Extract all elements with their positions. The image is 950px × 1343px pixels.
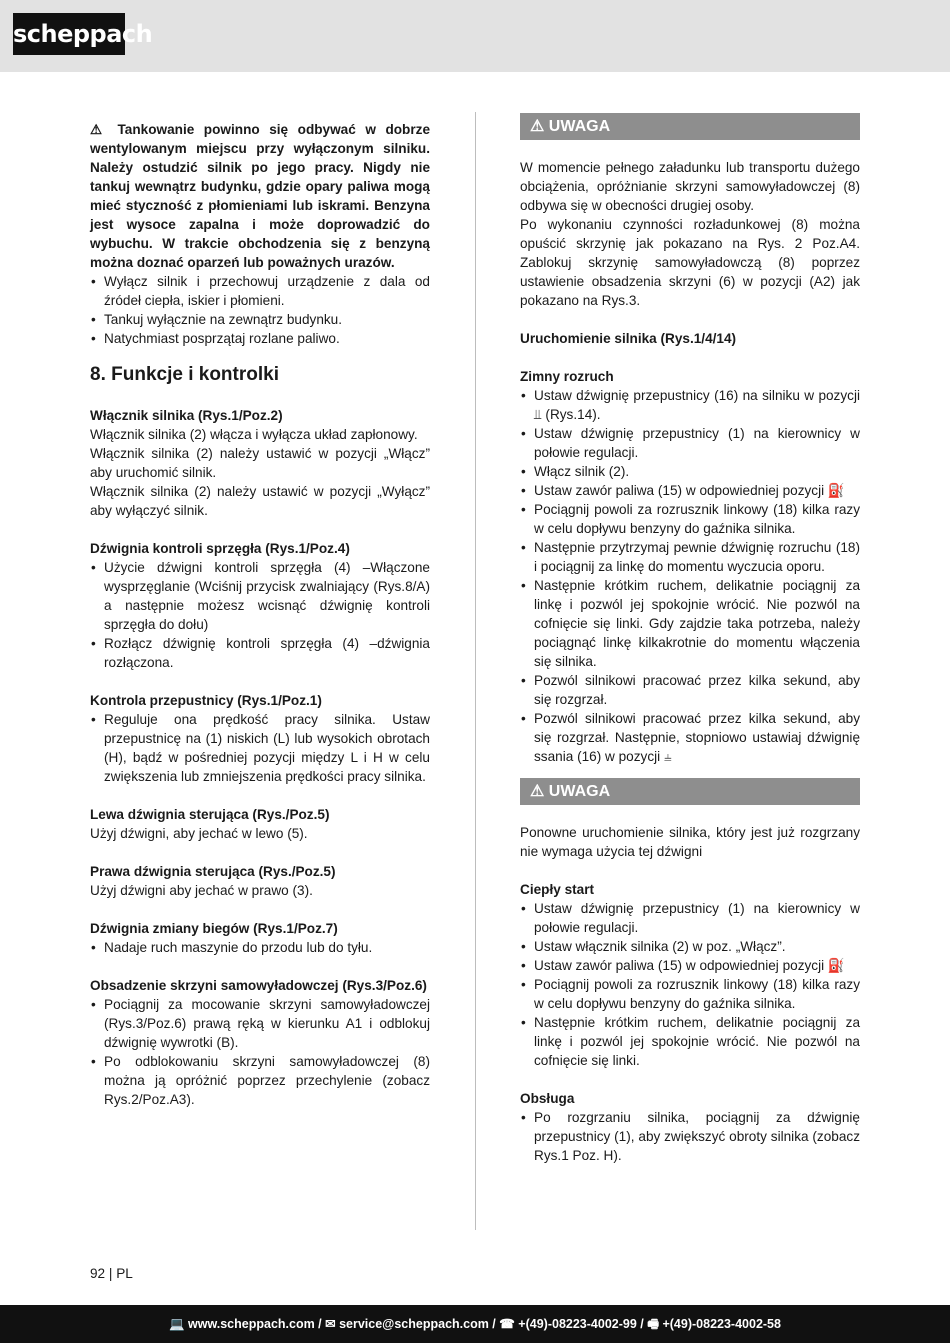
column-divider <box>475 112 476 1230</box>
list-item: • Następnie krótkim ruchem, delikatnie pociągnij za linkę i pozwól jej spokojnie wrócić. Nie pozwól na cofnięcie się linki. Gdy zajdzie taka potrzeba, należy pociągnąć linkę kilkakrotnie do momentu włączenia się silnika. <box>520 576 860 671</box>
scheppach-logo: scheppach <box>13 13 125 55</box>
cold-start-heading: Zimny rozruch <box>520 369 614 384</box>
right-lever-heading: Prawa dźwignia sterująca (Rys./Poz.5) <box>90 864 336 879</box>
fuel-warning-list <box>90 272 430 348</box>
list-item: • Ustaw zawór paliwa (15) w odpowiedniej pozycji ⛽ <box>520 481 860 500</box>
list-item: • Nadaje ruch maszynie do przodu lub do tyłu. <box>90 938 430 957</box>
uwaga-bar: ⚠ UWAGA <box>520 113 860 140</box>
list-item: • Pozwól silnikowi pracować przez kilka sekund, aby się rozgrzał. Następnie, stopniowo ustawiaj dźwignię ssania (16) w pozycji ⫨ <box>520 709 860 766</box>
start-heading: Uruchomienie silnika (Rys.1/4/14) <box>520 331 737 346</box>
section-title: 8. Funkcje i kontrolki <box>90 364 279 385</box>
list-item: • Ustaw dźwignię przepustnicy (1) na kierownicy w połowie regulacji. <box>520 899 860 937</box>
list-item: • Po rozgrzaniu silnika, pociągnij za dźwignię przepustnicy (1), aby zwiększyć obroty silnika (zobacz Rys.1 Poz. H). <box>520 1108 860 1165</box>
left-column <box>90 120 430 1109</box>
dump-heading: Obsadzenie skrzyni samowyładowczej (Rys.3/Poz.6) <box>90 978 427 993</box>
warm-start-list <box>520 899 860 1070</box>
dump-list <box>90 995 430 1109</box>
clutch-heading: Dźwignia kontroli sprzęgła (Rys.1/Poz.4) <box>90 541 350 556</box>
switch-heading: Włącznik silnika (Rys.1/Poz.2) <box>90 408 283 423</box>
list-item: • Rozłącz dźwignię kontroli sprzęgła (4) –dźwignia rozłączona. <box>90 634 430 672</box>
throttle-heading: Kontrola przepustnicy (Rys.1/Poz.1) <box>90 693 322 708</box>
list-item: • Ustaw dźwignię przepustnicy (16) na silniku w pozycji ⫫ (Rys.14). <box>520 386 860 424</box>
page-number: 92 | PL <box>90 1266 133 1281</box>
fuel-warning: ⚠ Tankowanie powinno się odbywać w dobrze wentylowanym miejscu przy wyłączonym silniku. Należy ostudzić silnik po jego pracy. Nigdy nie tankuj wewnątrz budynku, gdzie opary paliwa mogą mieć styczność z płomieniami lub iskrami. Benzyna jest wysoce zapalna i może doprowadzić do wybuchu. W trakcie obchodzenia się z benzyną można doznać oparzeń lub poważnych urazów. <box>90 122 430 270</box>
list-item: • Wyłącz silnik i przechowuj urządzenie z dala od źródeł ciepła, iskier i płomieni. <box>90 272 430 310</box>
left-lever-heading: Lewa dźwignia sterująca (Rys./Poz.5) <box>90 807 330 822</box>
switch-text-1: Włącznik silnika (2) włącza i wyłącza układ zapłonowy. <box>90 427 418 442</box>
list-item: • Po odblokowaniu skrzyni samowyładowczej (8) można ją opróżnić poprzez przechylenie (zobacz Rys.2/Poz.A3). <box>90 1052 430 1109</box>
list-item: • Ustaw włącznik silnika (2) w poz. „Włącz”. <box>520 937 860 956</box>
uwaga-text-3: Ponowne uruchomienie silnika, który jest już rozgrzany nie wymaga użycia tej dźwigni <box>520 825 860 859</box>
operation-heading: Obsługa <box>520 1091 575 1106</box>
warning-triangle-icon: ⚠ <box>90 122 118 137</box>
warm-start-heading: Ciepły start <box>520 882 595 897</box>
uwaga-text-1: W momencie pełnego załadunku lub transportu dużego obciążenia, opróżnianie skrzyni samowyładowczej (8) odbywa się w obecności drugiej osoby. <box>520 160 860 213</box>
switch-text-3: Włącznik silnika (2) należy ustawić w pozycji „Wyłącz” aby wyłączyć silnik. <box>90 484 430 518</box>
left-lever-text: Użyj dźwigni, aby jechać w lewo (5). <box>90 826 308 841</box>
uwaga-bar: ⚠ UWAGA <box>520 778 860 805</box>
list-item: • Pociągnij powoli za rozrusznik linkowy (18) kilka razy w celu dopływu benzyny do gaźnika silnika. <box>520 975 860 1013</box>
list-item: • Następnie przytrzymaj pewnie dźwignię rozruchu (18) i pociągnij za linkę do momentu wyczucia oporu. <box>520 538 860 576</box>
gear-heading: Dźwignia zmiany biegów (Rys.1/Poz.7) <box>90 921 338 936</box>
gear-list <box>90 938 430 957</box>
list-item: • Użycie dźwigni kontroli sprzęgła (4) –Włączone wysprzęglanie (Wciśnij przycisk zwalniający (Rys.8/A) a następnie możesz wcisnąć dźwignię kontroli sprzęgła do dołu) <box>90 558 430 634</box>
clutch-list <box>90 558 430 672</box>
list-item: • Tankuj wyłącznie na zewnątrz budynku. <box>90 310 430 329</box>
list-item: • Ustaw dźwignię przepustnicy (1) na kierownicy w połowie regulacji. <box>520 424 860 462</box>
operation-list <box>520 1108 860 1165</box>
right-column <box>520 113 860 1165</box>
list-item: • Pociągnij za mocowanie skrzyni samowyładowczej (Rys.3/Poz.6) prawą ręką w kierunku A1 i odblokuj dźwignię wywrotki (B). <box>90 995 430 1052</box>
warning-triangle-icon: ⚠ <box>530 783 549 800</box>
list-item: • Ustaw zawór paliwa (15) w odpowiedniej pozycji ⛽ <box>520 956 860 975</box>
warning-triangle-icon: ⚠ <box>530 118 549 135</box>
list-item: • Włącz silnik (2). <box>520 462 860 481</box>
list-item: • Następnie krótkim ruchem, delikatnie pociągnij za linkę i pozwól jej spokojnie wrócić. Nie pozwól na cofnięcie się linki. <box>520 1013 860 1070</box>
header-band <box>0 0 950 72</box>
cold-start-list <box>520 386 860 766</box>
footer-contact: 💻 www.scheppach.com / ✉ service@scheppach.com / ☎ +(49)-08223-4002-99 / 🖷 +(49)-08223-4002-58 <box>0 1305 950 1343</box>
right-lever-text: Użyj dźwigni aby jechać w prawo (3). <box>90 883 313 898</box>
list-item: • Natychmiast posprzątaj rozlane paliwo. <box>90 329 430 348</box>
list-item: • Reguluje ona prędkość pracy silnika. Ustaw przepustnicę na (1) niskich (L) lub wysokich obrotach (H), bądź w pośredniej pozycji między L i H w celu zwiększenia lub zmniejszenia prędkości pracy silnika. <box>90 710 430 786</box>
list-item: • Pozwól silnikowi pracować przez kilka sekund, aby się rozgrzał. <box>520 671 860 709</box>
uwaga-text-2: Po wykonaniu czynności rozładunkowej (8) można opuścić skrzynię jak pokazano na Rys. 2 Poz.A4. Zablokuj skrzynię samowyładowczą (8) poprzez ustawienie obsadzenia skrzyni (6) w pozycji (A2) jak pokazano na Rys.3. <box>520 217 860 308</box>
switch-text-2: Włącznik silnika (2) należy ustawić w pozycji „Włącz” aby uruchomić silnik. <box>90 446 430 480</box>
list-item: • Pociągnij powoli za rozrusznik linkowy (18) kilka razy w celu dopływu benzyny do gaźnika silnika. <box>520 500 860 538</box>
throttle-list <box>90 710 430 786</box>
